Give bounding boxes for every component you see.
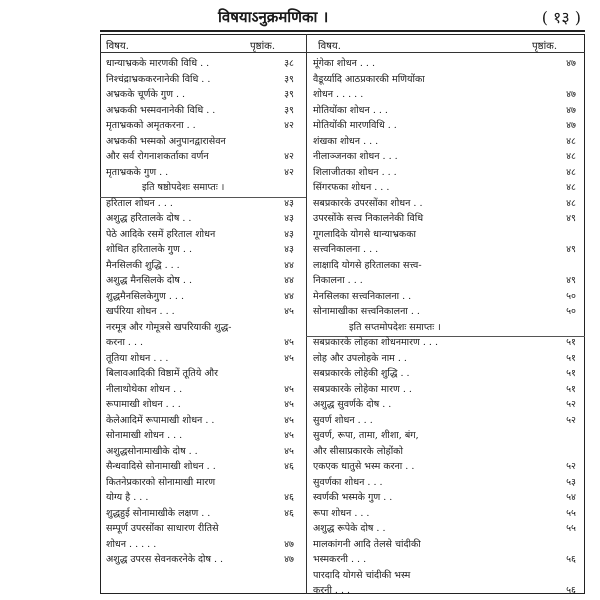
index-entry-text: नीलाथोथेका शोधन . .: [106, 383, 183, 395]
index-entry-page: ४७: [284, 538, 294, 550]
index-entry-text: वैडूर्य्यादि आठप्रकारकी मणियोंका: [313, 73, 425, 85]
index-entry-page: ४४: [284, 275, 294, 286]
index-entry-text: निश्चंद्राभ्रककरनानेकी विधि . .: [106, 73, 211, 85]
index-entry-page: ४७: [566, 104, 576, 116]
index-entry-text: भस्मकरनी . . .: [313, 554, 367, 565]
index-entry-text: सिंगरफका शोधन . . .: [313, 182, 390, 193]
index-entry-page: ३९: [284, 89, 294, 100]
index-entry-page: ५५: [566, 523, 576, 534]
index-entry-text: अभ्रककी भस्मको अनुपानद्वारासेवन: [106, 135, 226, 147]
index-entry-page: ४५: [284, 352, 294, 364]
index-entry-page: ४८: [566, 151, 576, 162]
index-entry-text: शोधन . . . . .: [106, 538, 157, 550]
index-entry-text: सोनामाखीका सत्त्वनिकालना . .: [313, 306, 420, 317]
index-entry-text: अशुद्धसोनामाखीके दोष . .: [106, 445, 198, 457]
index-entry-page: ४६: [284, 461, 294, 472]
index-entry-text: गूगलादिके योगसे धान्याभ्रकका: [313, 228, 416, 240]
index-entry-text: मृताभ्रकको अमृतकरना . .: [106, 120, 196, 131]
index-entry-page: ४६: [284, 507, 294, 519]
index-entry-text: योग्य है . . .: [106, 492, 149, 503]
index-entry-text: सबप्रकारके लोहेका मारण . .: [313, 383, 412, 395]
index-entry-text: अशुद्ध उपरस सेवनकरनेके दोष . .: [106, 554, 224, 565]
index-entry-text: लाक्षादि योगसे हरितालका सत्त्व-: [313, 259, 422, 271]
index-entry-page: ५३: [566, 476, 576, 488]
index-entry-page: ४५: [284, 430, 294, 441]
index-entry-text: एकएक धातुसे भस्म करना . .: [313, 461, 415, 472]
index-entry-page: ५४: [566, 492, 576, 503]
left-page-heading: पृष्ठांक.: [250, 41, 276, 52]
index-entry-page: ४२: [284, 166, 294, 178]
index-entry-page: ४५: [284, 337, 294, 348]
index-entry-text: लोह और उपलोहके नाम . .: [313, 352, 407, 364]
index-entry-page: ३८: [284, 58, 294, 69]
index-entry-text: पारदादि योगसे चांदीकी भस्म: [313, 569, 411, 581]
index-entry-page: ४७: [284, 554, 294, 565]
page-title: विषयाऽनुक्रमणिका ।: [218, 8, 329, 26]
index-entry-text: अशुद्ध सुवर्णके दोष . .: [313, 399, 392, 410]
index-entry-page: ४७: [566, 89, 576, 100]
index-entry-text: सबप्रकारके लोहका शोधनमारण . . .: [313, 337, 438, 348]
index-entry-text: मोतियोंकी मारणविधि . .: [313, 120, 397, 131]
index-entry-text: धान्याभ्रकके मारणकी विधि . .: [106, 58, 210, 69]
heading-rule: [100, 52, 585, 53]
column-divider: [306, 34, 307, 594]
index-entry-page: ४७: [566, 58, 576, 69]
index-entry-page: ४५: [284, 383, 294, 395]
index-entry-text: सुवर्ण शोधन . . .: [313, 414, 373, 426]
index-entry-text: मूंगेका शोधन . . .: [313, 58, 375, 69]
index-entry-page: ४९: [566, 244, 576, 255]
index-entry-text: बिलावआदिकी विष्ठामें तूतिये और: [106, 368, 218, 379]
index-entry-page: ४५: [284, 306, 294, 317]
index-entry-page: ४४: [284, 259, 294, 271]
index-entry-text: सबप्रकारके उपरसोंका शोधन . .: [313, 197, 423, 209]
right-subject-heading: विषय.: [318, 41, 341, 52]
index-entry-page: ४५: [284, 445, 294, 457]
index-entry-page: ५२: [566, 461, 576, 472]
index-entry-text: सम्पूर्ण उपरसोंका साधारण रीतिसे: [106, 523, 219, 534]
index-entry-page: ४५: [284, 399, 294, 410]
index-entry-page: ४५: [284, 414, 294, 426]
index-entry-page: ४४: [284, 290, 294, 302]
left-subject-heading: विषय.: [106, 41, 129, 52]
index-entry-text: रूपा शोधन . . .: [313, 507, 370, 519]
index-entry-text: शिलाजीतका शोधन . . .: [313, 166, 397, 178]
index-entry-page: ५१: [566, 368, 576, 379]
index-entry-text: सुवर्ण, रूपा, तामा, शीशा, बंग,: [313, 430, 419, 441]
index-entry-text: पेठे आदिके रसमें हरिताल शोधन: [106, 228, 216, 240]
index-entry-text: इति सप्तमोपदेशः समाप्तः ।: [349, 321, 441, 333]
index-entry-page: ४३: [284, 244, 294, 255]
index-entry-text: नरमूत्र और गोमूत्रसे खपरियाकी शुद्ध-: [106, 321, 232, 333]
index-entry-text: शोधित हरितालके गुण . .: [106, 244, 192, 255]
index-entry-text: मेनसिलका सत्त्वनिकालना . .: [313, 290, 412, 302]
index-entry-text: निकालना . . .: [313, 275, 363, 286]
index-entry-page: ५२: [566, 399, 576, 410]
index-entry-text: मोतियोंका शोधन . . .: [313, 104, 388, 116]
index-entry-text: सैन्धवादिसे सोनामाखी शोधन . .: [106, 461, 216, 472]
index-entry-page: ४८: [566, 166, 576, 178]
index-entry-page: ४७: [566, 120, 576, 131]
index-entry-text: नीलाञ्जनका शोधन . . .: [313, 151, 398, 162]
index-entry-page: ५०: [566, 306, 576, 317]
index-entry-page: ४८: [566, 135, 576, 147]
index-entry-text: करनी . . .: [313, 585, 351, 596]
index-entry-page: ४६: [284, 492, 294, 503]
index-entry-text: शोधन . . . . .: [313, 89, 364, 100]
index-entry-page: ४३: [284, 197, 294, 209]
index-entry-page: ४८: [566, 197, 576, 209]
page-number: ( १३ ): [541, 8, 581, 27]
index-entry-text: उपरसोंके सत्त्व निकालनेकी विधि: [313, 213, 424, 224]
index-entry-page: ५१: [566, 337, 576, 348]
index-entry-text: मालकांगनी आदि तेलसे चांदीकी: [313, 538, 421, 550]
index-entry-page: ४२: [284, 120, 294, 131]
index-entry-text: सुवर्णका शोधन . . .: [313, 476, 383, 488]
index-entry-page: ३९: [284, 104, 294, 116]
index-entry-text: खर्परिया शोधन . . .: [106, 306, 175, 317]
index-entry-page: ५१: [566, 383, 576, 395]
index-entry-page: ५१: [566, 352, 576, 364]
index-entry-text: अभ्रकके चूर्णके गुण . .: [106, 89, 186, 100]
index-entry-text: मृताभ्रकके गुण . .: [106, 166, 169, 178]
index-entry-text: शुद्धमैनसिलकेगुण . . .: [106, 290, 184, 302]
index-entry-text: अशुद्ध मैनसिलके दोष . .: [106, 275, 192, 286]
index-entry-page: ४८: [566, 182, 576, 193]
index-entry-page: ४३: [284, 228, 294, 240]
index-entry-text: शुद्धहुई सोनामाखीके लक्षण . .: [106, 507, 211, 519]
index-entry-page: ५६: [566, 554, 576, 565]
index-entry-text: सोनामाखी शोधन . . .: [106, 430, 183, 441]
index-entry-page: ४३: [284, 213, 294, 224]
index-entry-text: तूतिया शोधन . . .: [106, 352, 169, 364]
index-entry-text: अभ्रककी भस्मवनानेकी विधि . .: [106, 104, 216, 116]
index-entry-text: सबप्रकारके लोहेकी शुद्धि . .: [313, 368, 410, 379]
index-entry-text: केलेआदिमें रूपामाखी शोधन . .: [106, 414, 215, 426]
index-entry-page: ४२: [284, 151, 294, 162]
index-entry-page: ३९: [284, 73, 294, 85]
page-header: [100, 4, 585, 32]
index-entry-page: ४९: [566, 275, 576, 286]
index-entry-text: इति षष्ठोपदेशः समाप्तः ।: [142, 182, 225, 193]
index-entry-text: हरिताल शोधन . . .: [106, 197, 173, 209]
index-entry-text: और सीसाप्रकारके लोहोंको: [313, 445, 403, 457]
index-entry-text: स्वर्णकी भस्मके गुण . .: [313, 492, 393, 503]
index-entry-page: ५०: [566, 290, 576, 302]
index-entry-text: सत्त्वनिकालना . . .: [313, 244, 379, 255]
index-entry-page: ५५: [566, 507, 576, 519]
right-page-heading: पृष्ठांक.: [532, 41, 558, 52]
index-entry-page: ५६: [566, 585, 576, 596]
index-entry-page: ५२: [566, 414, 576, 426]
index-entry-text: कितनेप्रकारको सोनामाखी मारण: [106, 476, 216, 488]
index-entry-page: ४९: [566, 213, 576, 224]
index-entry-text: मैनसिलकी शुद्धि . . .: [106, 259, 180, 271]
index-entry-text: शंखका शोधन . . .: [313, 135, 379, 147]
index-entry-text: रूपामाखी शोधन . . .: [106, 399, 181, 410]
index-entry-text: अशुद्ध हरितालके दोष . .: [106, 213, 192, 224]
index-entry-text: करना . . .: [106, 337, 144, 348]
index-entry-text: और सर्व रोगनाशकर्ताका वर्णन: [106, 151, 209, 162]
index-entry-text: अशुद्ध रूपेके दोष . .: [313, 523, 386, 534]
